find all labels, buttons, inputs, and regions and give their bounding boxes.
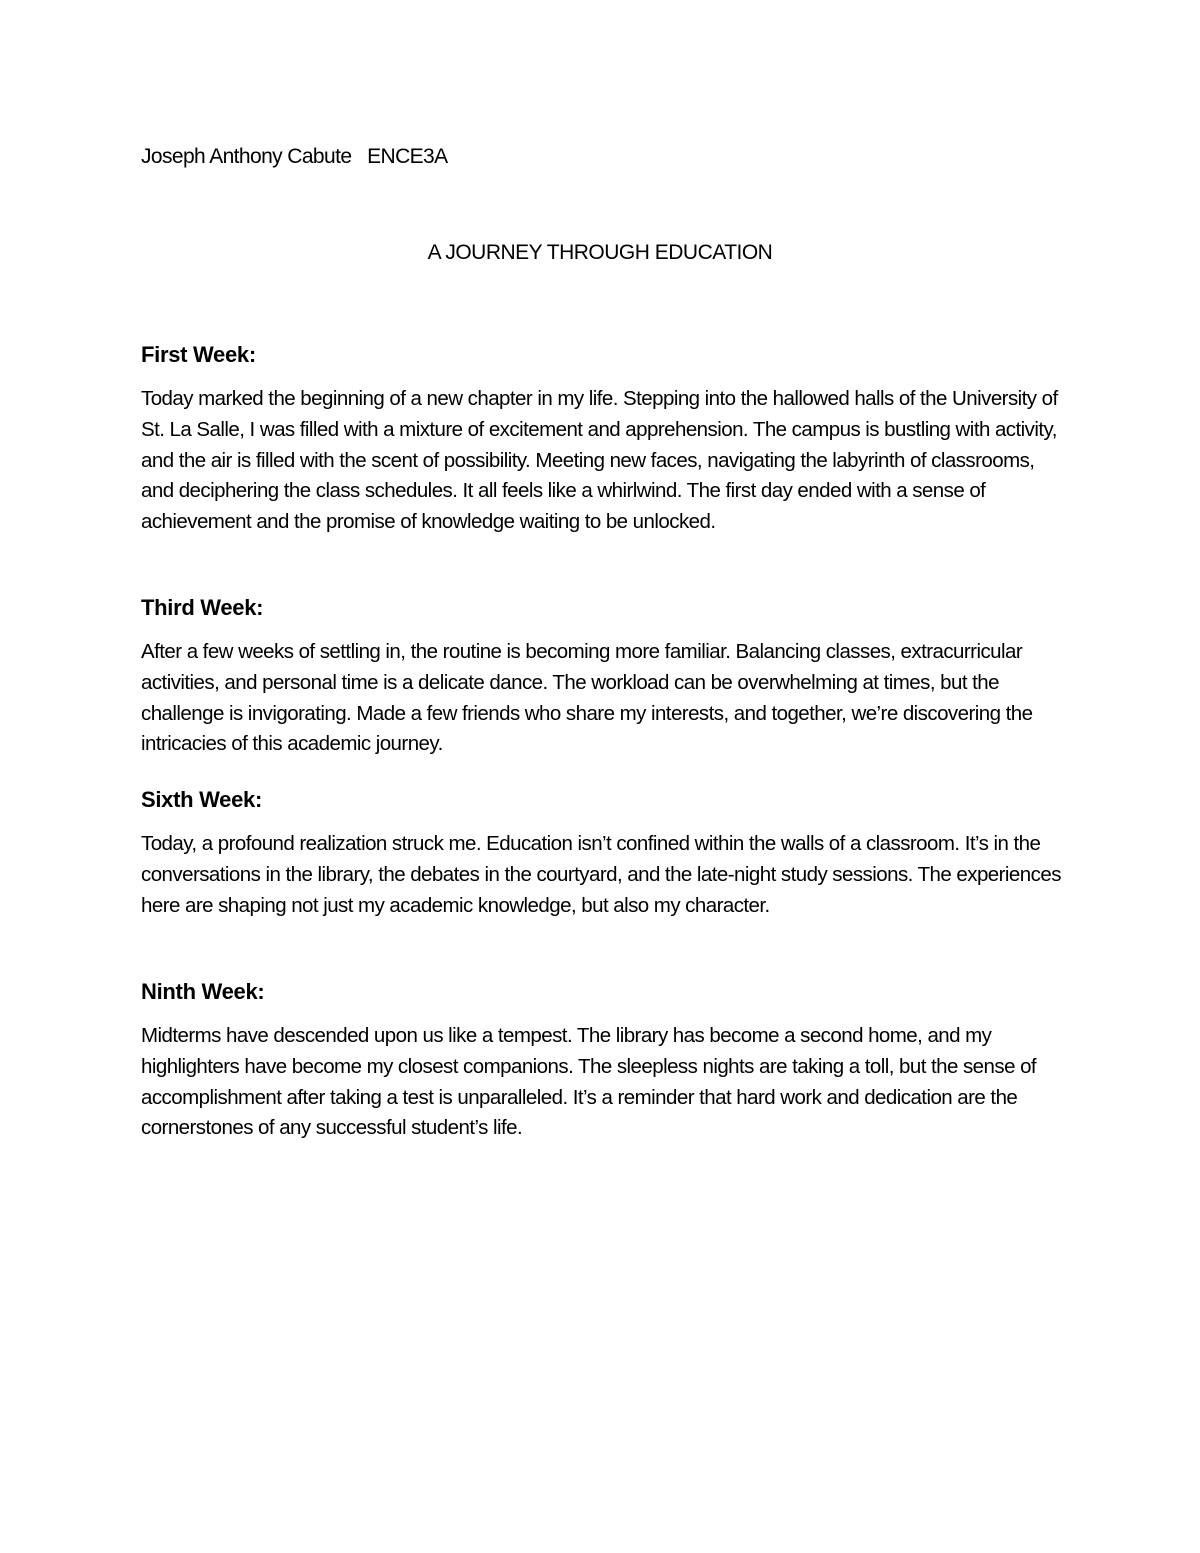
- section-first-week: [141, 340, 1061, 538]
- section-paragraph: Midterms have descended upon us like a tempest. The library has become a second home, and my highlighters have become my closest companions. The sleepless nights are taking a toll, but the sense of accomplishment after taking a test is unparalleled. It’s a reminder that hard work and dedication are the cornerstones of any successful student’s life.: [141, 1024, 1037, 1140]
- section-third-week: [141, 593, 1061, 760]
- section-paragraph: After a few weeks of settling in, the routine is becoming more familiar. Balancing classes, extracurricular activities, and personal time is a delicate dance. The workload can be overwhelming at times, but the challenge is invigorating. Made a few friends who share my interests, and together, we’re discovering the intricacies of this academic journey.: [141, 640, 1033, 756]
- section-sixth-week: [141, 785, 1061, 921]
- section-paragraph: Today, a profound realization struck me. Education isn’t confined within the walls of a classroom. It’s in the conversations in the library, the debates in the courtyard, and the late-night study sessions. The experiences here are shaping not just my academic knowledge, but also my character.: [141, 832, 1061, 917]
- section-heading: Sixth Week:: [141, 787, 262, 812]
- author-line: Joseph Anthony Cabute ENCE3A: [141, 145, 448, 168]
- section-ninth-week: [141, 977, 1061, 1144]
- section-heading: Ninth Week:: [141, 979, 265, 1004]
- section-heading: First Week:: [141, 342, 256, 367]
- section-paragraph: Today marked the beginning of a new chapter in my life. Stepping into the hallowed halls of the University of St. La Salle, I was filled with a mixture of excitement and apprehension. The campus is bustling with activity, and the air is filled with the scent of possibility. Meeting new faces, navigating the labyrinth of classrooms, and deciphering the class schedules. It all feels like a whirlwind. The first day ended with a sense of achievement and the promise of knowledge waiting to be unlocked.: [141, 387, 1058, 534]
- document-title: A JOURNEY THROUGH EDUCATION: [427, 241, 773, 264]
- section-heading: Third Week:: [141, 595, 264, 620]
